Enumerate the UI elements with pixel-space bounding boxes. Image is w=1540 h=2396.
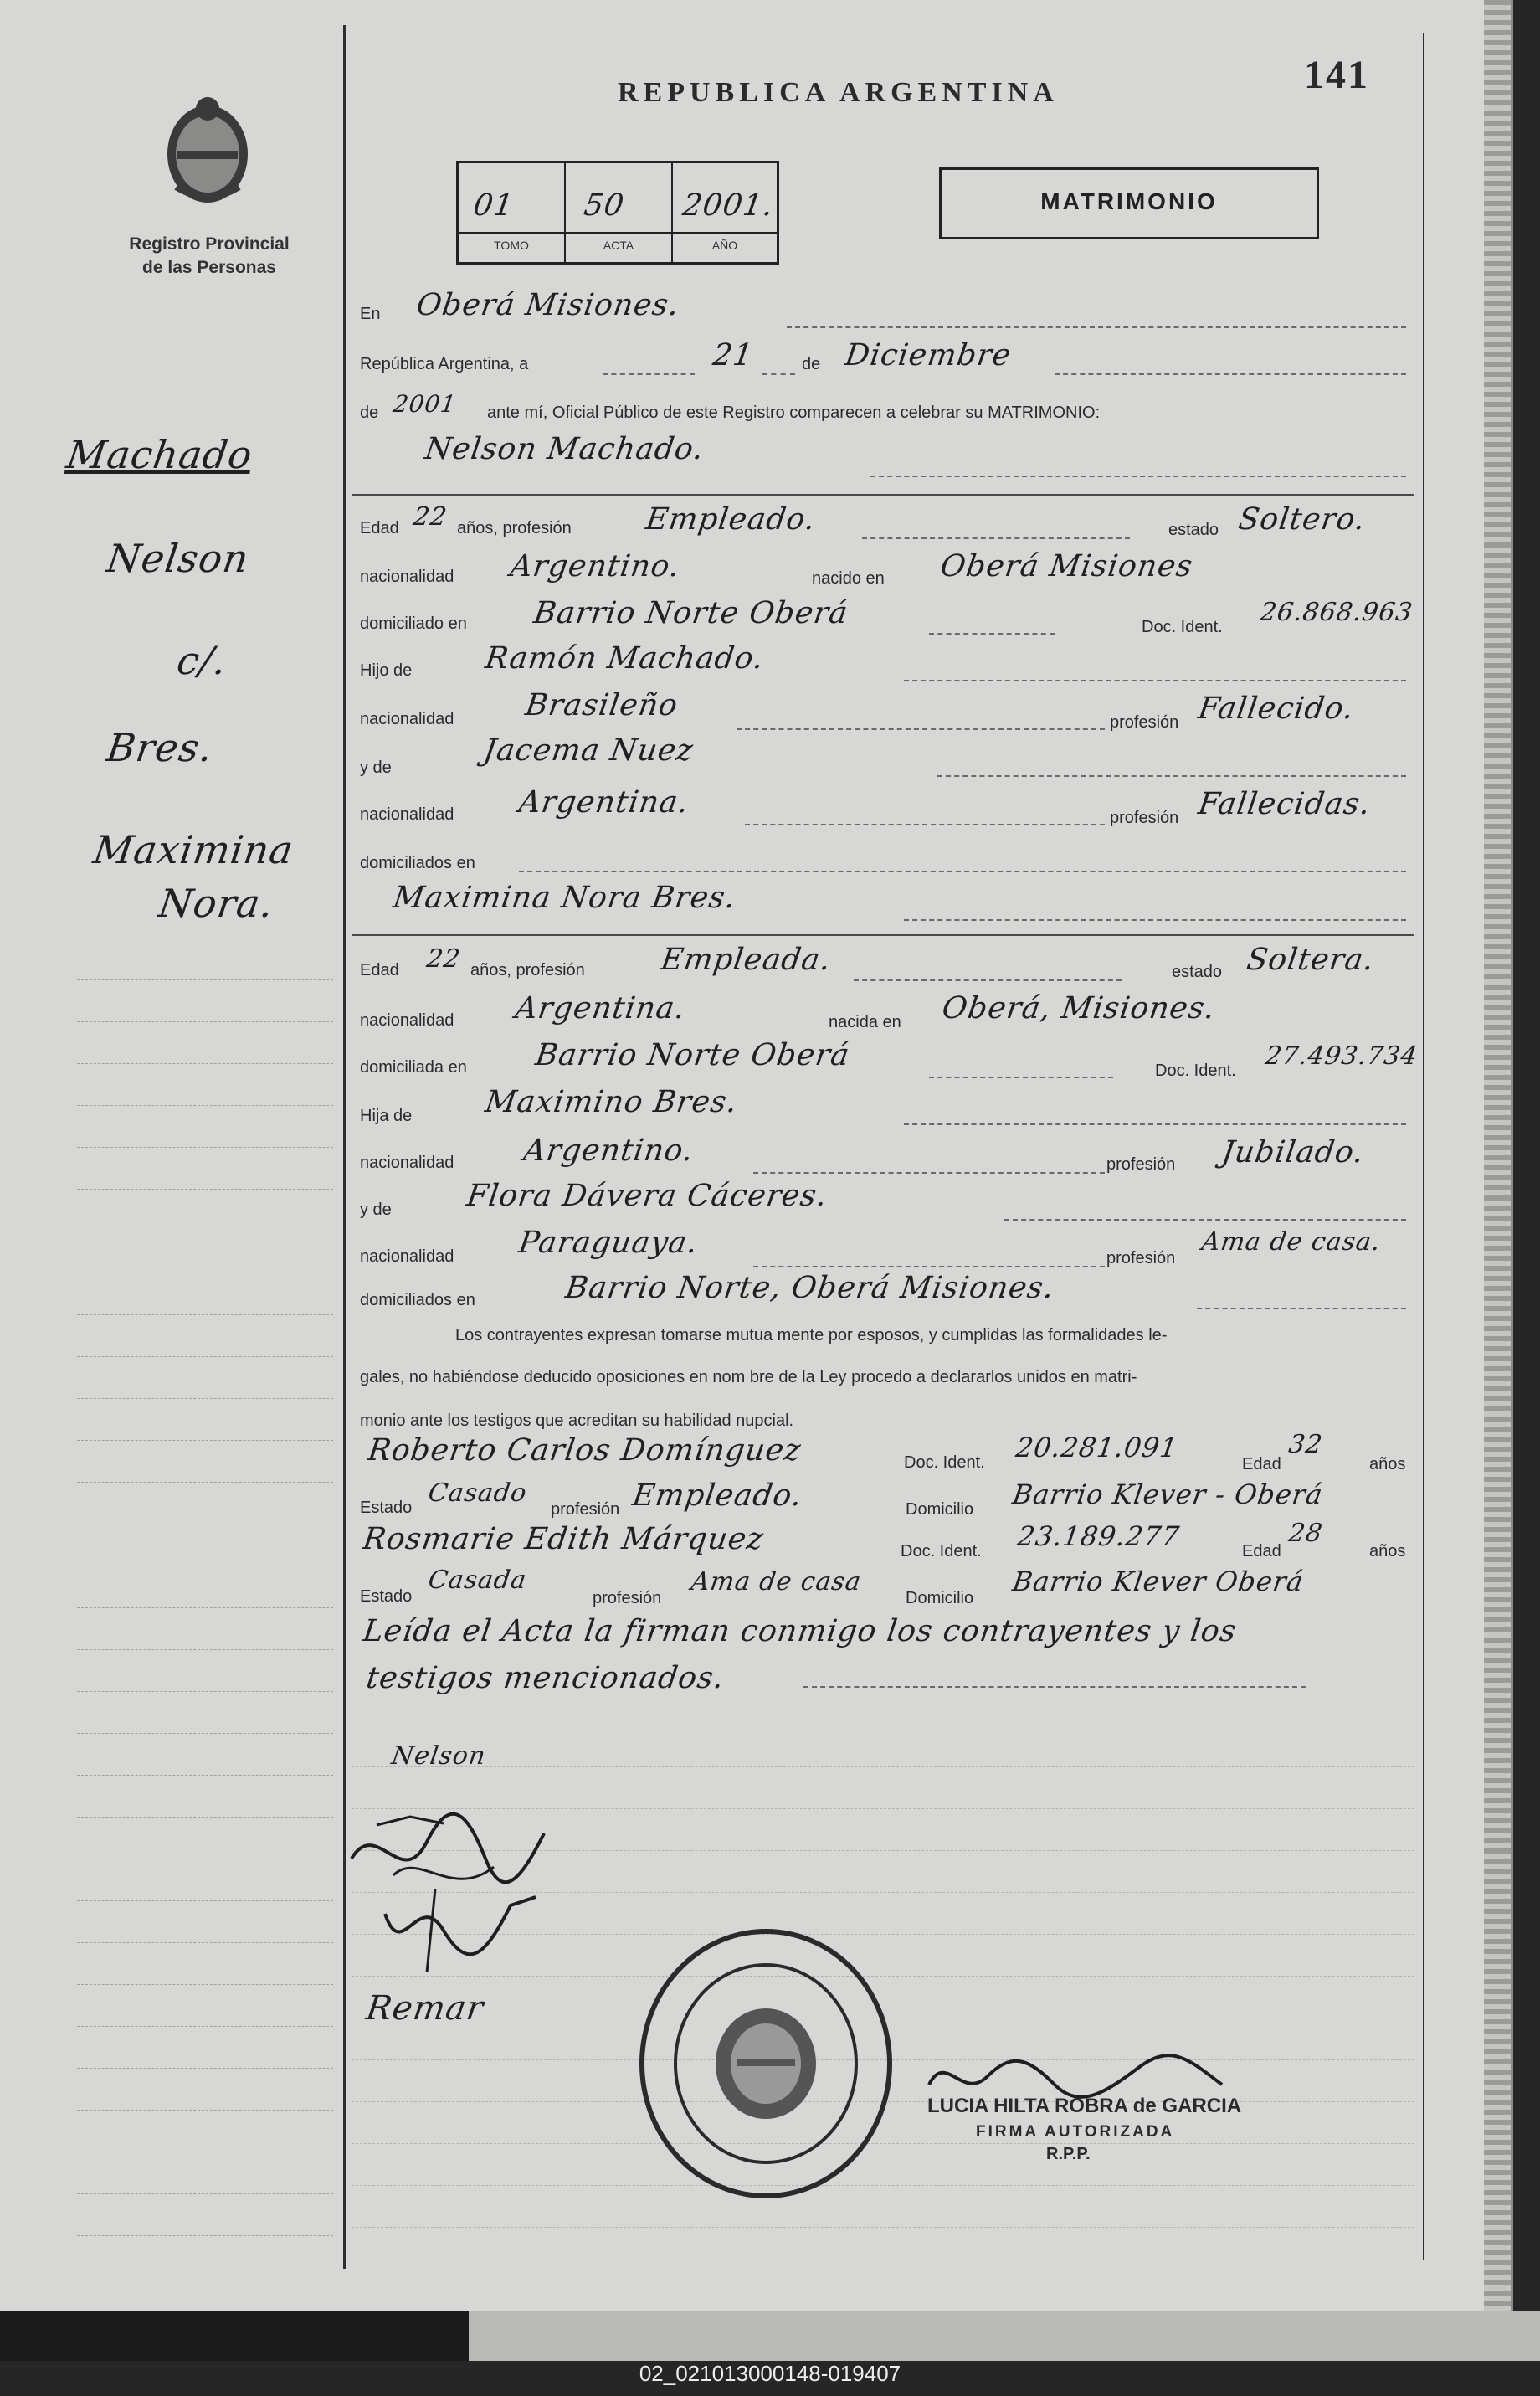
groom-padre-nac-line — [737, 728, 1105, 730]
bride-domicilio: Barrio Norte Oberá — [533, 1038, 852, 1072]
registry-line1: Registro Provincial — [129, 234, 290, 254]
groom-madre-nac-label: nacionalidad — [360, 805, 454, 824]
groom-profesion: Empleado. — [644, 502, 819, 537]
tomo-acta-ano-box — [456, 161, 779, 265]
signature-witness2: Remar — [363, 1989, 486, 2028]
bride-madre-prof: Ama de casa. — [1199, 1227, 1383, 1257]
witness1-edad: 32 — [1286, 1430, 1325, 1459]
bride-estado: Soltera. — [1245, 943, 1377, 977]
bride-domiciliados-label: domiciliados en — [360, 1291, 475, 1309]
witness1-profesion: Empleado. — [630, 1478, 805, 1513]
book-page-edge — [1484, 0, 1511, 2311]
official-abbr: R.P.P. — [1046, 2145, 1091, 2163]
day-line-left — [603, 373, 695, 375]
bride-nacida: Oberá, Misiones. — [940, 991, 1218, 1026]
republica-label: República Argentina, a — [360, 355, 529, 373]
groom-hijo-label: Hijo de — [360, 661, 413, 680]
bride-padre-prof: Jubilado. — [1219, 1135, 1367, 1170]
place-line — [787, 326, 1406, 328]
witness1-domicilio-label: Domicilio — [906, 1500, 974, 1519]
bride-domiciliada-label: domiciliada en — [360, 1058, 467, 1077]
groom-doc-label: Doc. Ident. — [1142, 618, 1223, 636]
bride-padre-line — [904, 1123, 1406, 1125]
bride-nacionalidad-label: nacionalidad — [360, 1011, 454, 1030]
margin-note-line2: Nelson — [104, 536, 252, 581]
groom-nacido-label: nacido en — [812, 569, 885, 588]
witness2-doc: 23.189.277 — [1015, 1520, 1182, 1552]
groom-madre-nac-line — [745, 824, 1105, 825]
groom-domiciliados-label: domiciliados en — [360, 854, 475, 872]
margin-divider — [343, 25, 346, 2269]
groom-domicilio-line — [929, 633, 1055, 635]
footer-filename: 02_021013000148-019407 — [639, 2361, 901, 2386]
witness2-domicilio-label: Domicilio — [906, 1589, 974, 1607]
witness1-estado: Casado — [426, 1478, 529, 1508]
witness1-anos-label: años — [1369, 1455, 1406, 1473]
bride-madre-nac-line — [753, 1266, 1105, 1267]
registry-name — [100, 233, 318, 280]
witness1-domicilio: Barrio Klever - Oberá — [1010, 1478, 1326, 1510]
body-text-line1: Los contrayentes expresan tomarse mutua mente por esposos, y cumplidas las formalidades le- — [455, 1326, 1168, 1345]
month-line — [1055, 373, 1406, 375]
groom-padre-prof: Fallecido. — [1196, 692, 1357, 726]
section-divider-2 — [352, 934, 1414, 936]
act-type-label: MATRIMONIO — [1040, 188, 1218, 214]
official-seal-icon — [636, 1926, 896, 2202]
bride-estado-label: estado — [1172, 963, 1223, 981]
witness1-doc-label: Doc. Ident. — [904, 1453, 985, 1472]
bride-profesion: Empleada. — [659, 943, 834, 977]
official-name: LUCIA HILTA ROBRA de GARCIA — [927, 2095, 1242, 2117]
witness1-profesion-label: profesión — [551, 1500, 620, 1519]
en-label: En — [360, 305, 381, 323]
witness2-profesion: Ama de casa — [689, 1567, 864, 1596]
folio-number: 141 — [1304, 53, 1369, 97]
act-type-box — [939, 167, 1319, 239]
witness2-anos-label: años — [1369, 1542, 1406, 1560]
groom-estado-label: estado — [1168, 521, 1219, 539]
body-text-line3: monio ante los testigos que acreditan su habilidad nupcial. — [360, 1411, 794, 1430]
bride-domiciliados: Barrio Norte, Oberá Misiones. — [563, 1271, 1057, 1305]
bride-profesion-line — [854, 979, 1122, 981]
witness1-doc: 20.281.091 — [1014, 1432, 1180, 1463]
bride-madre-prof-label: profesión — [1106, 1249, 1176, 1267]
groom-yde-label: y de — [360, 758, 392, 777]
groom-padre-prof-label: profesión — [1110, 713, 1179, 732]
ano-label: AÑO — [711, 239, 738, 252]
section-divider-1 — [352, 494, 1414, 496]
bride-madre-nac-label: nacionalidad — [360, 1247, 454, 1266]
groom-padre-nac-label: nacionalidad — [360, 710, 454, 728]
groom-domicilio: Barrio Norte Oberá — [531, 596, 850, 630]
groom-edad: 22 — [411, 502, 449, 532]
country-title: REPUBLICA ARGENTINA — [618, 77, 1059, 108]
year-value: 2001 — [391, 390, 459, 418]
bride-hija-label: Hija de — [360, 1107, 413, 1125]
tomo-value: 01 — [471, 188, 516, 223]
closing-line — [803, 1686, 1306, 1688]
groom-domiciliados-line — [519, 871, 1406, 872]
bride-padre-prof-label: profesión — [1106, 1155, 1176, 1174]
footer-light-bar — [469, 2311, 1540, 2361]
groom-name-line — [870, 476, 1406, 477]
bride-anos-profesion-label: años, profesión — [470, 961, 585, 979]
groom-padre-nac: Brasileño — [523, 688, 680, 722]
day-line-right — [762, 373, 795, 375]
bride-name: Maximina Nora Bres. — [391, 881, 738, 915]
witness1-name: Roberto Carlos Domínguez — [366, 1433, 804, 1468]
statement-text: ante mí, Oficial Público de este Registro comparecen a celebrar su MATRIMONIO: — [487, 404, 1101, 422]
bride-nacida-label: nacida en — [829, 1013, 901, 1031]
groom-madre-nac: Argentina. — [516, 785, 691, 820]
ano-value: 2001. — [680, 188, 776, 223]
place-value: Oberá Misiones. — [414, 288, 682, 322]
month-de-label: de — [802, 355, 821, 373]
witness2-edad: 28 — [1286, 1519, 1325, 1548]
bride-domiciliados-line — [1197, 1308, 1406, 1309]
margin-note-line1: Machado — [64, 432, 256, 477]
right-frame-line — [1423, 33, 1424, 2260]
margin-note-line3: c/. — [174, 638, 230, 683]
closing-line2: testigos mencionados. — [364, 1661, 727, 1695]
bride-doc: 27.493.734 — [1263, 1041, 1420, 1071]
closing-line1: Leída el Acta la firman conmigo los contrayentes y los — [361, 1614, 1240, 1648]
witness2-edad-label: Edad — [1242, 1542, 1281, 1560]
groom-madre: Jacema Nuez — [481, 733, 696, 768]
witness2-doc-label: Doc. Ident. — [901, 1542, 982, 1560]
bride-nacionalidad: Argentina. — [513, 991, 688, 1026]
bride-padre-nac-label: nacionalidad — [360, 1154, 454, 1172]
witness2-estado: Casada — [426, 1566, 529, 1595]
groom-estado: Soltero. — [1236, 502, 1368, 537]
body-text-line2: gales, no habiéndose deducido oposiciones en nom bre de la Ley procedo a declararlos unidos en matri- — [360, 1368, 1137, 1386]
bride-yde-label: y de — [360, 1201, 392, 1219]
year-de-label: de — [360, 404, 379, 422]
signature-witness1-icon — [368, 1880, 552, 1981]
groom-padre: Ramón Machado. — [483, 641, 767, 676]
groom-madre-prof-label: profesión — [1110, 809, 1179, 827]
tomo-label: TOMO — [494, 239, 529, 252]
bride-name-line — [904, 919, 1406, 921]
witness1-estado-label: Estado — [360, 1499, 413, 1517]
bride-edad-label: Edad — [360, 961, 399, 979]
bride-padre-nac-line — [753, 1172, 1105, 1174]
bride-domicilio-line — [929, 1077, 1113, 1078]
margin-note-line6: Nora. — [156, 881, 277, 926]
bride-padre: Maximino Bres. — [483, 1085, 740, 1119]
witness2-profesion-label: profesión — [593, 1589, 662, 1607]
groom-name: Nelson Machado. — [423, 432, 706, 466]
bride-madre-nac: Paraguaya. — [516, 1226, 701, 1260]
margin-note-line4: Bres. — [104, 725, 217, 770]
bride-madre: Flora Dávera Cáceres. — [465, 1179, 830, 1213]
signature-groom: Nelson — [389, 1741, 488, 1771]
bride-madre-line — [1004, 1219, 1406, 1221]
month-value: Diciembre — [843, 338, 1014, 373]
groom-profesion-line — [862, 537, 1130, 539]
groom-madre-line — [937, 775, 1406, 777]
registry-line2: de las Personas — [142, 258, 276, 277]
witness2-estado-label: Estado — [360, 1587, 413, 1606]
bride-padre-nac: Argentino. — [521, 1134, 696, 1168]
groom-anos-profesion-label: años, profesión — [457, 519, 572, 537]
groom-madre-prof: Fallecidas. — [1196, 787, 1373, 821]
groom-domiciliado-label: domiciliado en — [360, 614, 467, 633]
official-title: FIRMA AUTORIZADA — [976, 2123, 1175, 2141]
witness2-domicilio: Barrio Klever Oberá — [1010, 1566, 1306, 1597]
groom-padre-line — [904, 680, 1406, 681]
groom-nacionalidad: Argentino. — [508, 549, 683, 584]
coat-of-arms-icon — [157, 94, 258, 211]
footer-dark-bar — [0, 2311, 469, 2361]
acta-label: ACTA — [603, 239, 634, 252]
bride-edad: 22 — [424, 944, 463, 974]
witness1-edad-label: Edad — [1242, 1455, 1281, 1473]
day-value: 21 — [711, 338, 756, 373]
groom-edad-label: Edad — [360, 519, 399, 537]
witness2-name: Rosmarie Edith Márquez — [361, 1522, 767, 1556]
acta-value: 50 — [582, 188, 627, 223]
margin-note-line5: Maximina — [90, 827, 297, 872]
groom-doc: 26.868.963 — [1258, 598, 1415, 627]
groom-nacionalidad-label: nacionalidad — [360, 568, 454, 586]
bride-doc-label: Doc. Ident. — [1155, 1062, 1236, 1080]
groom-nacido: Oberá Misiones — [938, 549, 1195, 584]
